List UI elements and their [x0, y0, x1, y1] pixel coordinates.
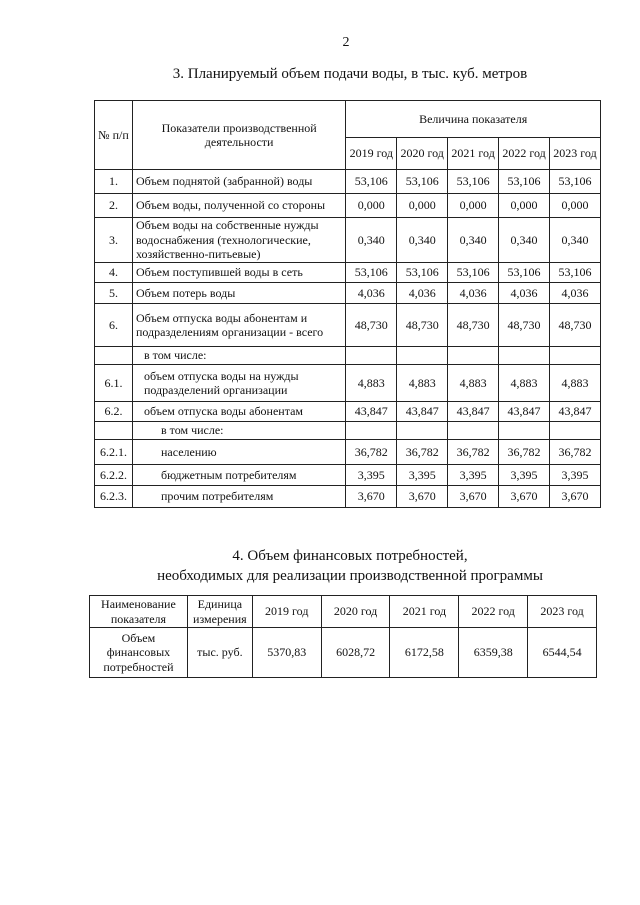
row-value: 43,847	[550, 402, 601, 422]
section4-title-line2: необходимых для реализации производственной программы	[157, 567, 543, 584]
finance-cell: 6028,72	[321, 628, 390, 678]
row-value: 4,036	[448, 283, 499, 304]
row-value: 53,106	[397, 170, 448, 194]
row-value: 0,340	[499, 218, 550, 263]
table-row	[95, 365, 601, 402]
row-value	[550, 347, 601, 365]
row-value: 53,106	[448, 263, 499, 283]
row-number: 4.	[95, 263, 133, 283]
row-value: 53,106	[550, 263, 601, 283]
row-value: 3,395	[346, 465, 397, 486]
table-row	[95, 347, 601, 365]
table-row	[95, 170, 601, 194]
row-value: 36,782	[397, 440, 448, 465]
row-number: 5.	[95, 283, 133, 304]
row-value	[550, 422, 601, 440]
row-value	[346, 422, 397, 440]
row-value: 48,730	[448, 304, 499, 347]
header-indicator: Показатели производственной деятельности	[132, 101, 345, 170]
row-value: 53,106	[499, 263, 550, 283]
row-label: Объем воды, полученной со стороны	[132, 194, 345, 218]
row-value: 53,106	[346, 263, 397, 283]
row-value: 53,106	[346, 170, 397, 194]
row-value: 0,340	[397, 218, 448, 263]
finance-header-cell: 2020 год	[321, 596, 390, 628]
row-value: 4,883	[346, 365, 397, 402]
row-value	[499, 422, 550, 440]
table-row	[95, 422, 601, 440]
page-number: 2	[342, 35, 350, 50]
row-value: 3,670	[397, 486, 448, 508]
water-supply-table	[94, 100, 601, 508]
row-value: 3,670	[448, 486, 499, 508]
row-value	[346, 347, 397, 365]
finance-cell: тыс. руб.	[187, 628, 252, 678]
row-number: 6.	[95, 304, 133, 347]
row-label: Объем потерь воды	[132, 283, 345, 304]
row-value: 0,000	[550, 194, 601, 218]
row-value: 3,395	[550, 465, 601, 486]
row-value: 4,883	[550, 365, 601, 402]
header-year: 2023 год	[550, 138, 601, 170]
finance-header-cell: 2019 год	[252, 596, 321, 628]
header-year: 2021 год	[448, 138, 499, 170]
row-value: 36,782	[346, 440, 397, 465]
row-value: 53,106	[550, 170, 601, 194]
row-value: 53,106	[397, 263, 448, 283]
finance-cell: Объем финансовых потребностей	[90, 628, 188, 678]
header-year: 2020 год	[397, 138, 448, 170]
row-value	[448, 347, 499, 365]
finance-data-row	[90, 628, 597, 678]
row-value: 43,847	[499, 402, 550, 422]
finance-header-cell: 2023 год	[528, 596, 597, 628]
row-label: объем отпуска воды абонентам	[132, 402, 345, 422]
finance-header-row	[90, 596, 597, 628]
finance-table	[89, 595, 597, 678]
row-value	[499, 347, 550, 365]
row-value: 4,036	[550, 283, 601, 304]
row-value: 43,847	[397, 402, 448, 422]
header-year: 2022 год	[499, 138, 550, 170]
row-value: 3,670	[346, 486, 397, 508]
row-value: 4,883	[499, 365, 550, 402]
section3-title: 3. Планируемый объем подачи воды, в тыс. куб. метров	[172, 66, 528, 82]
row-value: 0,000	[448, 194, 499, 218]
row-value: 3,670	[550, 486, 601, 508]
table-row	[95, 194, 601, 218]
row-value: 4,883	[448, 365, 499, 402]
finance-cell: 6172,58	[390, 628, 459, 678]
table-row	[95, 263, 601, 283]
row-number: 6.2.2.	[95, 465, 133, 486]
finance-header-cell: 2021 год	[390, 596, 459, 628]
row-value: 48,730	[397, 304, 448, 347]
row-label: прочим потребителям	[132, 486, 345, 508]
finance-header-cell: Наименование показателя	[90, 596, 188, 628]
row-value: 53,106	[499, 170, 550, 194]
row-value: 36,782	[448, 440, 499, 465]
row-label: Объем отпуска воды абонентам и подразделениям организации - всего	[132, 304, 345, 347]
row-value: 0,000	[397, 194, 448, 218]
row-value: 4,036	[499, 283, 550, 304]
row-value: 43,847	[448, 402, 499, 422]
row-value	[448, 422, 499, 440]
row-value: 4,036	[346, 283, 397, 304]
row-number: 2.	[95, 194, 133, 218]
row-number	[95, 347, 133, 365]
row-number: 6.2.3.	[95, 486, 133, 508]
row-number: 6.1.	[95, 365, 133, 402]
row-label: в том числе:	[132, 422, 345, 440]
header-num: № п/п	[95, 101, 133, 170]
row-label: объем отпуска воды на нужды подразделений организации	[132, 365, 345, 402]
row-number: 1.	[95, 170, 133, 194]
row-value: 43,847	[346, 402, 397, 422]
finance-cell: 6359,38	[459, 628, 528, 678]
header-value-group: Величина показателя	[346, 101, 601, 138]
table-header-row	[95, 101, 601, 138]
row-number	[95, 422, 133, 440]
finance-header-cell: 2022 год	[459, 596, 528, 628]
finance-header-cell: Единица измерения	[187, 596, 252, 628]
row-value: 3,395	[499, 465, 550, 486]
row-value: 36,782	[499, 440, 550, 465]
row-value: 0,340	[346, 218, 397, 263]
table-row	[95, 402, 601, 422]
row-value: 3,395	[397, 465, 448, 486]
row-value: 3,670	[499, 486, 550, 508]
row-label: Объем поднятой (забранной) воды	[132, 170, 345, 194]
row-label: Объем воды на собственные нужды водоснабжения (технологические, хозяйственно-питьевые)	[132, 218, 345, 263]
row-value: 53,106	[448, 170, 499, 194]
table-row	[95, 465, 601, 486]
table-row	[95, 283, 601, 304]
header-year: 2019 год	[346, 138, 397, 170]
table-row	[95, 304, 601, 347]
row-value: 0,340	[550, 218, 601, 263]
row-label: Объем поступившей воды в сеть	[132, 263, 345, 283]
row-value: 0,000	[499, 194, 550, 218]
row-number: 6.2.	[95, 402, 133, 422]
section4-title	[95, 547, 605, 586]
row-number: 6.2.1.	[95, 440, 133, 465]
row-value: 48,730	[550, 304, 601, 347]
row-value: 0,000	[346, 194, 397, 218]
section4-title-line1: 4. Объем финансовых потребностей,	[232, 548, 468, 564]
row-label: в том числе:	[132, 347, 345, 365]
table-row	[95, 486, 601, 508]
row-value	[397, 422, 448, 440]
row-value: 0,340	[448, 218, 499, 263]
table-row	[95, 218, 601, 263]
row-value	[397, 347, 448, 365]
finance-cell: 6544,54	[528, 628, 597, 678]
table-row	[95, 440, 601, 465]
row-number: 3.	[95, 218, 133, 263]
row-label: бюджетным потребителям	[132, 465, 345, 486]
row-label: населению	[132, 440, 345, 465]
row-value: 36,782	[550, 440, 601, 465]
finance-cell: 5370,83	[252, 628, 321, 678]
row-value: 3,395	[448, 465, 499, 486]
row-value: 4,883	[397, 365, 448, 402]
row-value: 48,730	[499, 304, 550, 347]
row-value: 48,730	[346, 304, 397, 347]
row-value: 4,036	[397, 283, 448, 304]
